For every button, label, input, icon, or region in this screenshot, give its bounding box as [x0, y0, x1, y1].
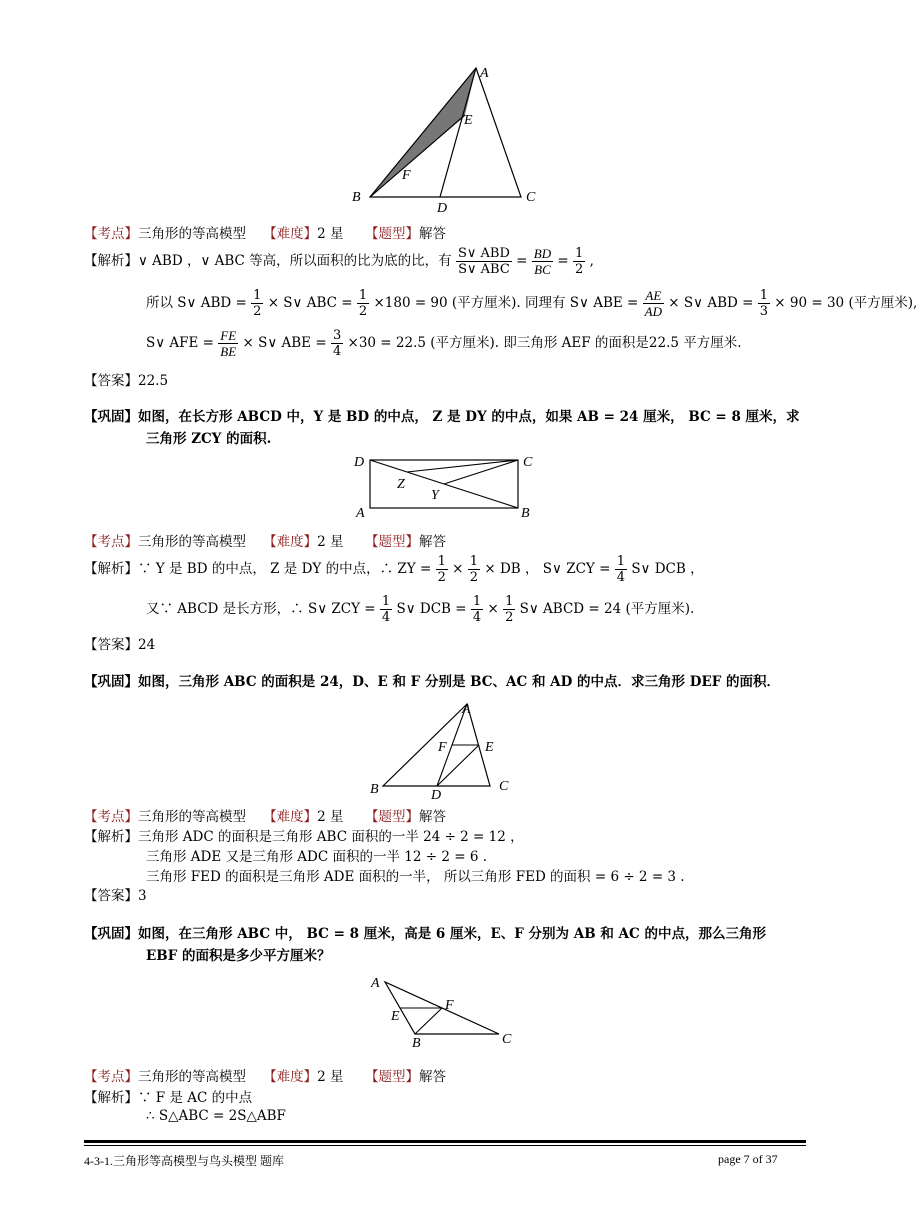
- figure-rectangle-abcd: [350, 450, 540, 520]
- solution-1-line-2: 所以 S∨ ABD = $\frac{1}{2}$ × S∨ ABC = $\frac{1}{2}$ ×180 = 90 (平方厘米). 同理有 S∨ ABE = $\frac{AE}{AD}$ × S∨ ABD = $\frac{1}{3}$ × 90 = 30 (平方厘米),: [146, 288, 917, 319]
- meta-line-3: 【考点】三角形的等高模型 【难度】2 星 【题型】解答: [84, 809, 447, 825]
- question-2-line-1: 【巩固】如图，在长方形 ABCD 中，Y 是 BD 的中点， Z 是 DY 的中点，如果 AB = 24 厘米， BC = 8 厘米，求: [84, 409, 800, 425]
- footer-rule-thin: [84, 1145, 806, 1146]
- label-a: A: [462, 702, 471, 717]
- label-f: F: [438, 740, 447, 755]
- meta-line-1: 【考点】三角形的等高模型 【难度】2 星 【题型】解答: [84, 226, 447, 242]
- solution-2-line-2: 又∵ ABCD 是长方形，∴ S∨ ZCY = $\frac{1}{4}$ S∨ DCB = $\frac{1}{4}$ × $\frac{1}{2}$ S∨ ABCD = 24 (平方厘米).: [146, 594, 695, 625]
- solution-1-line-1: 【解析】∨ ABD ，∨ ABC 等高，所以面积的比为底的比，有 $\frac{\text{S∨ ABD}}{\text{S∨ ABC}}$ = $\frac{BD}{BC}$ = $\frac{1}{2}$ ,: [84, 246, 594, 277]
- meta-line-2: 【考点】三角形的等高模型 【难度】2 星 【题型】解答: [84, 534, 447, 550]
- question-3-line-1: 【巩固】如图，三角形 ABC 的面积是 24，D、E 和 F 分别是 BC、AC 和 AD 的中点．求三角形 DEF 的面积．: [84, 674, 781, 690]
- label-c: C: [502, 1032, 512, 1047]
- label-c: C: [523, 455, 533, 470]
- label-d: D: [431, 788, 442, 803]
- meta-line-4: 【考点】三角形的等高模型 【难度】2 星 【题型】解答: [84, 1069, 447, 1085]
- solution-3-line-2: 三角形 ADE 又是三角形 ADC 面积的一半 12 ÷ 2 = 6 .: [146, 849, 488, 865]
- label-z: Z: [397, 477, 405, 492]
- label-c: C: [499, 779, 509, 794]
- label-a: A: [371, 976, 380, 991]
- answer-1: 【答案】22.5: [84, 373, 169, 389]
- label-d: D: [437, 201, 448, 216]
- label-e: E: [464, 113, 473, 128]
- solution-2-line-1: 【解析】∵ Y 是 BD 的中点， Z 是 DY 的中点，∴ ZY = $\frac{1}{2}$ × $\frac{1}{2}$ × DB ， S∨ ZCY = $\frac{1}{4}$ S∨ DCB ，: [84, 554, 704, 585]
- question-2-line-2: 三角形 ZCY 的面积.: [146, 431, 272, 447]
- label-a: A: [480, 66, 489, 81]
- label-b: B: [352, 190, 361, 205]
- label-b: B: [521, 506, 530, 521]
- figure-triangle-ebf: [365, 972, 525, 1052]
- label-c: C: [526, 190, 536, 205]
- answer-2: 【答案】24: [84, 637, 156, 653]
- label-b: B: [412, 1036, 421, 1051]
- footer-rule-thick: [84, 1140, 806, 1143]
- solution-4-line-1: 【解析】∵ F 是 AC 的中点: [84, 1090, 253, 1106]
- label-y: Y: [431, 488, 439, 503]
- solution-3-line-1: 【解析】三角形 ADC 的面积是三角形 ABC 面积的一半 24 ÷ 2 = 12 ，: [84, 829, 524, 845]
- solution-1-line-3: S∨ AFE = $\frac{FE}{BE}$ × S∨ ABE = $\frac{3}{4}$ ×30 = 22.5 (平方厘米). 即三角形 AEF 的面积是22.5 平方厘米.: [146, 328, 742, 359]
- solution-4-line-2: ∴ S△ABC = 2S△ABF: [146, 1108, 286, 1124]
- label-e: E: [485, 740, 494, 755]
- label-f: F: [402, 168, 411, 183]
- answer-3: 【答案】3: [84, 888, 147, 904]
- label-d: D: [354, 455, 365, 470]
- question-4-line-2: EBF 的面积是多少平方厘米？: [146, 948, 331, 964]
- label-b: B: [370, 782, 379, 797]
- label-e: E: [391, 1009, 400, 1024]
- figure-triangle-def: [365, 698, 525, 808]
- page-number: page 7 of 37: [718, 1152, 778, 1166]
- footer-title: 4-3-1.三角形等高模型与鸟头模型 题库: [84, 1154, 284, 1168]
- solution-3-line-3: 三角形 FED 的面积是三角形 ADE 面积的一半， 所以三角形 FED 的面积 = 6 ÷ 2 = 3 .: [146, 869, 685, 885]
- label-f: F: [445, 998, 454, 1013]
- figure-triangle-abc-shaded: [340, 60, 540, 220]
- label-a: A: [356, 506, 365, 521]
- question-4-line-1: 【巩固】如图，在三角形 ABC 中， BC = 8 厘米，高是 6 厘米，E、F 分别为 AB 和 AC 的中点，那么三角形: [84, 926, 766, 942]
